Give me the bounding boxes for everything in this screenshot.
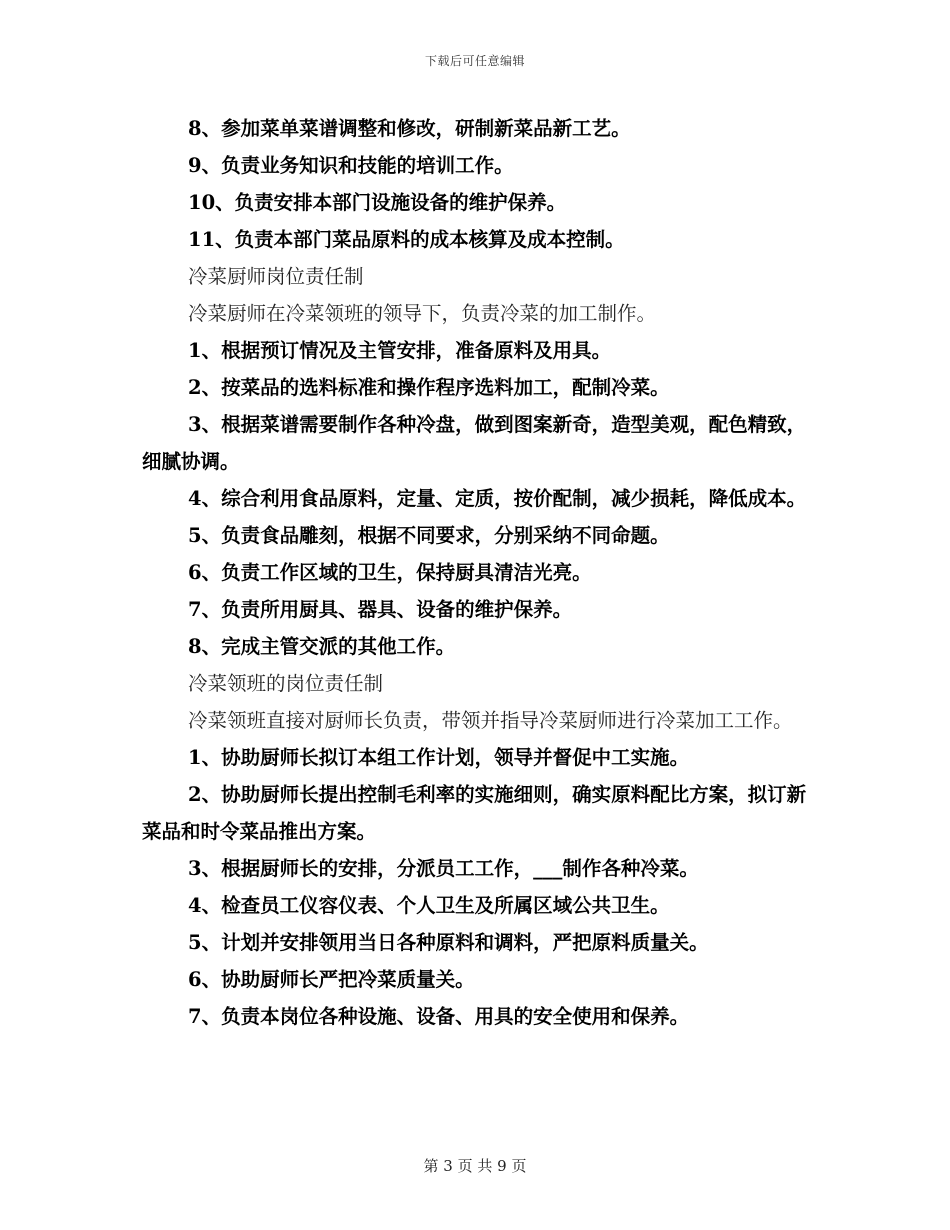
foreman-duty-item: 1、协助厨师长拟订本组工作计划，领导并督促中工实施。 — [188, 746, 690, 769]
foreman-duty-item: 2、协助厨师长提出控制毛利率的实施细则，确实原料配比方案，拟订新菜品和时令菜品推出方案。 — [142, 783, 807, 843]
foreman-duty-item: 5、计划并安排领用当日各种原料和调料，严把原料质量关。 — [188, 931, 709, 954]
paragraph-item-11: 11、负责本部门菜品原料的成本核算及成本控制。 — [188, 228, 625, 251]
page-footer: 第 3 页 共 9 页 — [423, 1157, 527, 1175]
page-header: 下载后可任意编辑 — [424, 54, 525, 68]
duty-item: 6、负责工作区域的卫生，保持厨具清洁光亮。 — [188, 561, 592, 584]
paragraph-item-8: 8、参加菜单菜谱调整和修改，研制新菜品新工艺。 — [188, 117, 631, 140]
foreman-duty-item: 7、负责本岗位各种设施、设备、用具的安全使用和保养。 — [188, 1005, 690, 1028]
duty-item: 4、综合利用食品原料，定量、定质，按价配制，减少损耗，降低成本。 — [188, 487, 807, 510]
paragraph-item-10: 10、负责安排本部门设施设备的维护保养。 — [188, 191, 567, 214]
duty-item: 2、按菜品的选料标准和操作程序选料加工，配制冷菜。 — [188, 376, 670, 399]
duty-item: 5、负责食品雕刻，根据不同要求，分别采纳不同命题。 — [188, 524, 670, 547]
duty-item: 7、负责所用厨具、器具、设备的维护保养。 — [188, 598, 573, 621]
foreman-duty-item: 4、检查员工仪容仪表、个人卫生及所属区域公共卫生。 — [188, 894, 670, 917]
section-intro-cold-dish-cook: 冷菜厨师在冷菜领班的领导下，负责冷菜的加工制作。 — [188, 302, 657, 325]
paragraph-item-9: 9、负责业务知识和技能的培训工作。 — [188, 154, 514, 177]
duty-item: 1、根据预订情况及主管安排，准备原料及用具。 — [188, 339, 612, 362]
duty-item: 8、完成主管交派的其他工作。 — [188, 635, 456, 658]
section-title-cold-dish-foreman: 冷菜领班的岗位责任制 — [188, 672, 384, 695]
duty-item: 3、根据菜谱需要制作各种冷盘，做到图案新奇，造型美观，配色精致，细腻协调。 — [142, 413, 807, 473]
foreman-duty-item: 6、协助厨师长严把冷菜质量关。 — [188, 968, 475, 991]
foreman-duty-item: 3、根据厨师长的安排，分派员工工作，___制作各种冷菜。 — [188, 857, 699, 880]
section-intro-cold-dish-foreman: 冷菜领班直接对厨师长负责，带领并指导冷菜厨师进行冷菜加工工作。 — [188, 709, 793, 732]
document-body — [142, 110, 814, 1035]
section-title-cold-dish-cook: 冷菜厨师岗位责任制 — [188, 265, 364, 288]
